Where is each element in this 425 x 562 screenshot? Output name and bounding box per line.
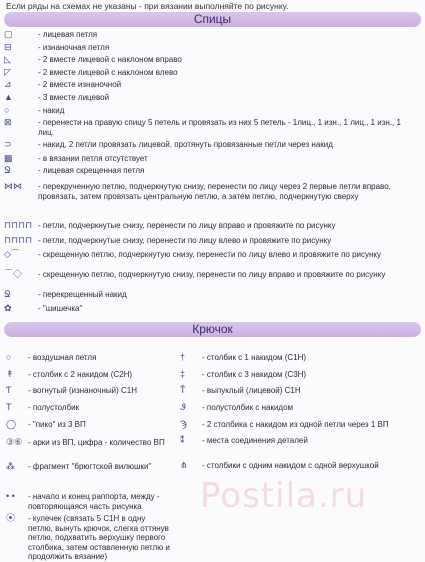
legend-description: - столбик с 2 накидом (С2Н) [28,370,133,379]
legend-description: - накид, 2 петли провязать лицевой, протянуть провязанные петли через накид [38,140,333,149]
legend-description: - петли, подчеркнутые снизу, перенести по лицу вправо и провяжите по рисунку [38,221,336,230]
legend-row [180,420,420,430]
legend-symbol-icon: T [6,402,12,412]
legend-description: - начало и конец раппорта, между - повторяющаяся часть рисунка [28,492,160,511]
legend-symbol-icon: ▲ [4,92,13,102]
legend-description: - перекрученную петлю, подчеркнутую снизу, перенести по лицу через 2 первые петли вправо, провязать, затем провязать центральную петлю, а затем петлю, подчеркнутую сверху [38,182,391,201]
legend-row [6,420,171,430]
legend-row [6,353,171,363]
legend-description: - перенести на правую спицу 5 петель и провязать из них 5 петель - 1лиц., 1 изн., 1 лиц., 1 изн., 1 лиц. [38,118,401,137]
legend-description: - 2 вместе лицевой с наклоном вправо [38,55,182,64]
legend-row [4,166,416,176]
legend-symbol-icon: ⊟ [4,42,12,52]
legend-symbol-icon: Ť [180,385,186,395]
legend-description: - накид [38,106,65,115]
legend-description: - столбики с одним накидом с одной верхушкой [202,461,379,470]
legend-symbol-icon: Ƭ [6,385,12,395]
legend-row [4,290,416,300]
legend-description: - арки из ВП, цифра - количество ВП [28,438,165,447]
legend-row [4,304,416,314]
legend-row [4,270,416,280]
legend-symbol-icon: ‡ [180,369,186,379]
legend-row [180,403,420,413]
legend-symbol-icon: Ϡ [180,419,187,429]
legend-description: - столбик с 1 накидом (С1Н) [202,353,307,362]
legend-symbol-icon: ⋔ [180,460,188,470]
legend-row [4,80,416,90]
legend-description: - 3 вместе лицевой [38,93,110,102]
legend-symbol-icon: Ꮽ [180,402,186,412]
legend-description: - полустолбик [28,403,80,412]
legend-description: - воздушная петля [28,353,97,362]
legend-row [4,250,416,260]
legend-symbol-icon: ⊃ [4,139,12,149]
legend-symbol-icon: ⌒◇ [4,269,23,279]
legend-row [180,461,420,471]
legend-row [4,118,416,137]
legend-description: - скрещенную петлю, подчеркнутую снизу, перенести по лицу вправо и провяжите по рисунку [38,270,386,279]
legend-symbol-icon: ⦿ [6,513,16,523]
legend-row [4,182,416,201]
legend-description: - столбик с 3 накидом (С3Н) [202,370,307,379]
legend-symbol-icon: ✿ [4,303,12,313]
legend-description: - фрагмент "брюгтской вилюшки" [28,462,152,471]
legend-symbol-icon: ⊿ [4,79,12,89]
legend-row [180,436,420,446]
legend-symbol-icon: ◇⌒ [4,249,20,259]
legend-description: - изнаночная петля [38,43,110,52]
legend-symbol-icon: ◯ [6,419,17,429]
legend-symbol-icon: ◸ [4,67,11,77]
legend-row [4,55,416,65]
legend-row [4,68,416,78]
legend-description: - 2 вместе лицевой с наклоном влево [38,68,178,77]
legend-row [4,221,416,231]
legend-description: - кулечек (связать 5 С1Н в одну петлю, вынуть крючок, слегка оттянув петлю, подхватить верхушку первого столбика, затем оставленную петлю и продолжить вязание) [28,514,170,561]
legend-description: - выпуклый (лицевой) С1Н [202,386,301,395]
legend-row [180,353,420,363]
legend-row [6,438,171,448]
legend-symbol-icon: Ջ [4,165,11,175]
legend-row [180,370,420,380]
legend-row [4,140,416,150]
legend-row [4,43,416,53]
legend-description: - в вязании петля отсутствует [38,154,148,163]
legend-description: - вогнутый (изнаночный) С1Н [28,386,137,395]
note-text: Если ряды на схемах не указаны - при вязании выполняйте по рисунку. [6,1,289,11]
legend-row [6,403,171,413]
legend-symbol-icon: ○ [4,105,10,115]
legend-symbol-icon: ⁑ [180,435,185,445]
legend-symbol-icon: ⊓⊓⊓⊓ [4,220,33,230]
knit-section-title: Спицы [4,12,421,27]
legend-description: - "шишечка" [38,304,83,313]
legend-symbol-icon: ⁂ [6,461,15,471]
legend-description: - 2 столбика с накидом из одной петли через 1 ВП [202,420,389,429]
legend-row [6,514,171,562]
legend-row [180,386,420,396]
legend-symbol-icon: ⋈⋈ [4,181,22,191]
legend-symbol-icon: Ջ [4,289,11,299]
legend-symbol-icon: ⊓⊓⊓⊓ [4,235,33,245]
legend-symbol-icon: ▩ [4,153,13,163]
legend-description: - 2 вместе изнаночной [38,80,122,89]
legend-description: - полустолбик с накидом [202,403,294,412]
legend-symbol-icon: ⊠ [4,117,12,127]
watermark-logo: Postila.ru [200,476,368,516]
legend-row [4,93,416,103]
legend-row [6,462,171,472]
legend-description: - лицевая петля [38,30,98,39]
legend-description: - лицевая скрещенная петля [38,166,145,175]
legend-row [4,236,416,246]
legend-row [6,370,171,380]
legend-description: - перекрещенный накид [38,290,127,299]
legend-row [4,106,416,116]
legend-description: - места соединения деталей [202,436,308,445]
legend-symbol-icon: ▢ [4,29,13,39]
legend-row [4,30,416,40]
legend-symbol-icon: • • [6,491,15,501]
crochet-section-title: Крючок [4,322,421,337]
legend-symbol-icon: ◺ [4,54,11,64]
legend-description: - скрещенную петлю, подчеркнутую снизу, перенести по лицу влево и провяжите по рисунку [38,250,382,259]
legend-row [6,386,171,396]
legend-row [4,154,416,164]
legend-symbol-icon: † [180,352,186,362]
legend-description: - петли, подчеркнутые снизу, перенести по лицу влево и провяжите по рисунку [38,236,332,245]
legend-symbol-icon: ○ [6,352,12,362]
legend-symbol-icon: ↟ [6,369,14,379]
legend-description: - "пико" из 3 ВП [28,420,86,429]
legend-symbol-icon: ③⑥ [6,437,23,447]
legend-row [6,492,171,511]
